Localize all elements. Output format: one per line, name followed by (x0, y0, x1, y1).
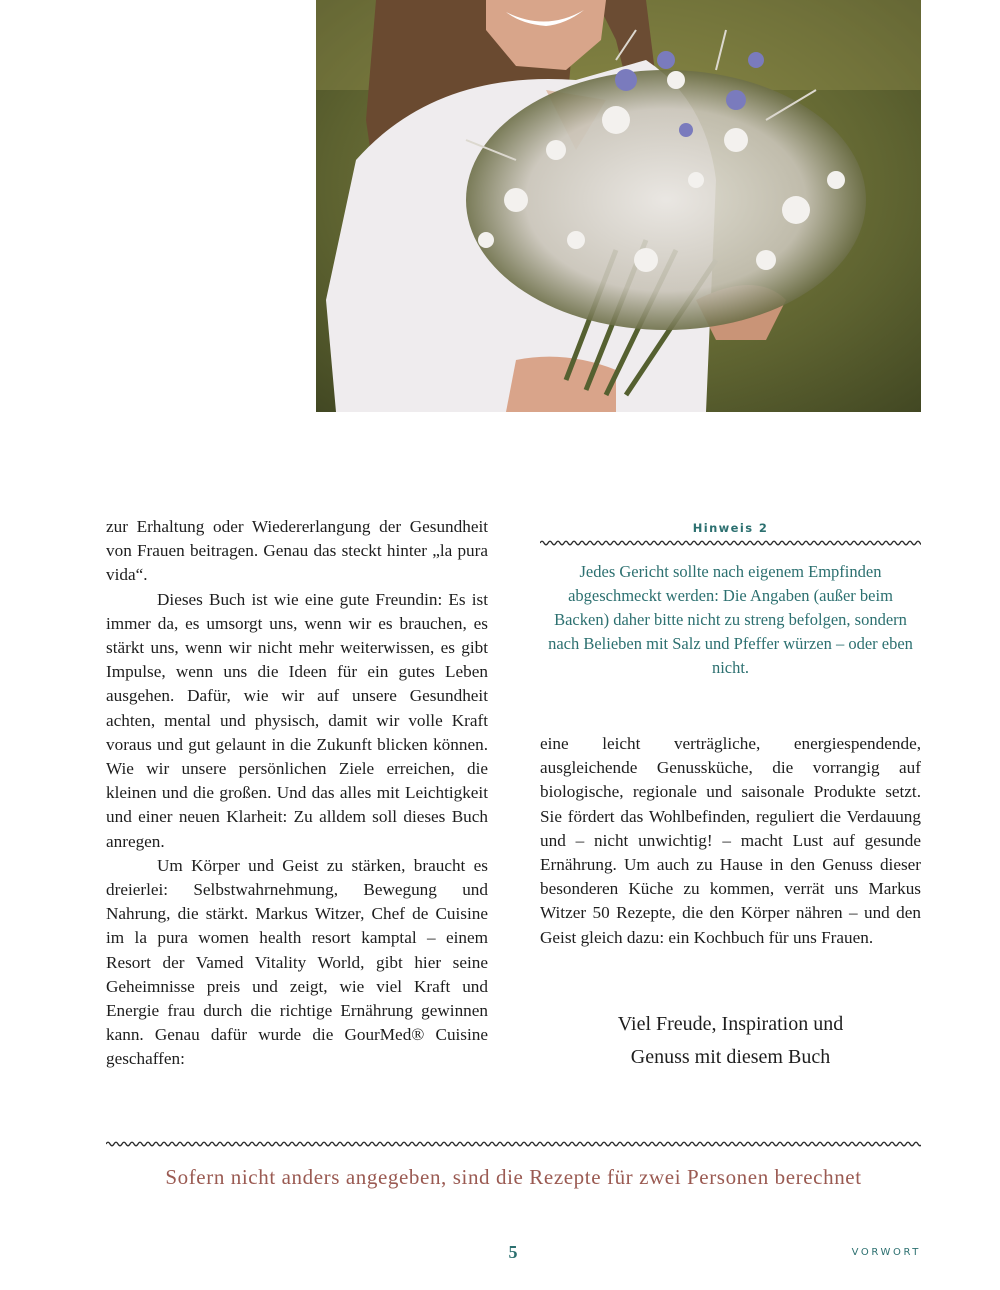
body-text-right (540, 732, 921, 950)
bouquet-photo-icon (316, 0, 921, 412)
section-label: VORWORT (851, 1247, 921, 1258)
footer-note: Sofern nicht anders angegeben, sind die Rezepte für zwei Personen berechnet (165, 1165, 862, 1189)
paragraph-left-2: Dieses Buch ist wie eine gute Freundin: Es ist immer da, es umsorgt uns, wenn wir es brauchen, es stärkt uns, wenn wir nicht mehr weiterwissen, es gibt Impulse, wenn uns die Ideen für ein gutes Leben ausgehen. Dafür, wie wir auf unsere Gesundheit achten, mental und physisch, damit wir volle Kraft voraus und gut gelaunt in die Zukunft blicken können. Wie wir unsere persönlichen Ziele erreichen, die kleinen und die großen. Und das alles mit Leichtigkeit und einer neuen Klarheit: Zu alldem soll dieses Buch anregen. (106, 589, 488, 851)
wave-divider-icon (540, 538, 921, 548)
page-number: 5 (508, 1242, 518, 1262)
paragraph-left-1: zur Erhaltung oder Wiedererlangung der Gesundheit von Frauen beitragen. Genau das steckt hinter „la pura vida“. (106, 517, 488, 585)
hint-title: Hinweis 2 (692, 521, 769, 535)
photo-woman-bouquet (316, 0, 921, 412)
closing-line-1: Viel Freude, Inspiration und (617, 1013, 844, 1035)
hint-text: Jedes Gericht sollte nach eigenem Empfinden abgeschmeckt werden: Die Angaben (außer beim Backen) daher bitte nicht zu streng befolgen, sondern nach Belieben mit Salz und Pfeffer würzen – oder eben nicht. (548, 562, 913, 677)
closing-statement (540, 1008, 921, 1074)
paragraph-left-3: Um Körper und Geist zu stärken, braucht es dreierlei: Selbstwahrnehmung, Bewegung und Nahrung, die stärkt. Markus Witzer, Chef de Cuisine im la pura women health resort kamptal – einem Resort der Vamed Vitality World, gibt hier seine Geheimnisse preis und zeigt, wie viel Kraft und Energie frau durch die richtige Ernährung gewinnen kann. Genau dafür wurde die GourMed® Cuisine geschaffen: (106, 855, 488, 1069)
hint-box (540, 518, 921, 680)
footer-wave-divider-icon (106, 1139, 921, 1149)
paragraph-right-1: eine leicht verträgliche, energiespendende, ausgleichende Genussküche, die vorrangig auf biologische, regionale und saisonale Produkte setzt. Sie fördert das Wohlbefinden, reguliert die Verdauung und – nicht unwichtig! – macht Lust auf gesunde Ernährung. Um auch zu Hause in den Genuss dieser besonderen Küche zu kommen, verrät uns Markus Witzer 50 Rezepte, die den Körper nähren – und den Geist gleich dazu: ein Kochbuch für uns Frauen. (540, 734, 921, 947)
closing-line-2: Genuss mit diesem Buch (630, 1046, 831, 1068)
body-text-left (106, 515, 488, 1072)
